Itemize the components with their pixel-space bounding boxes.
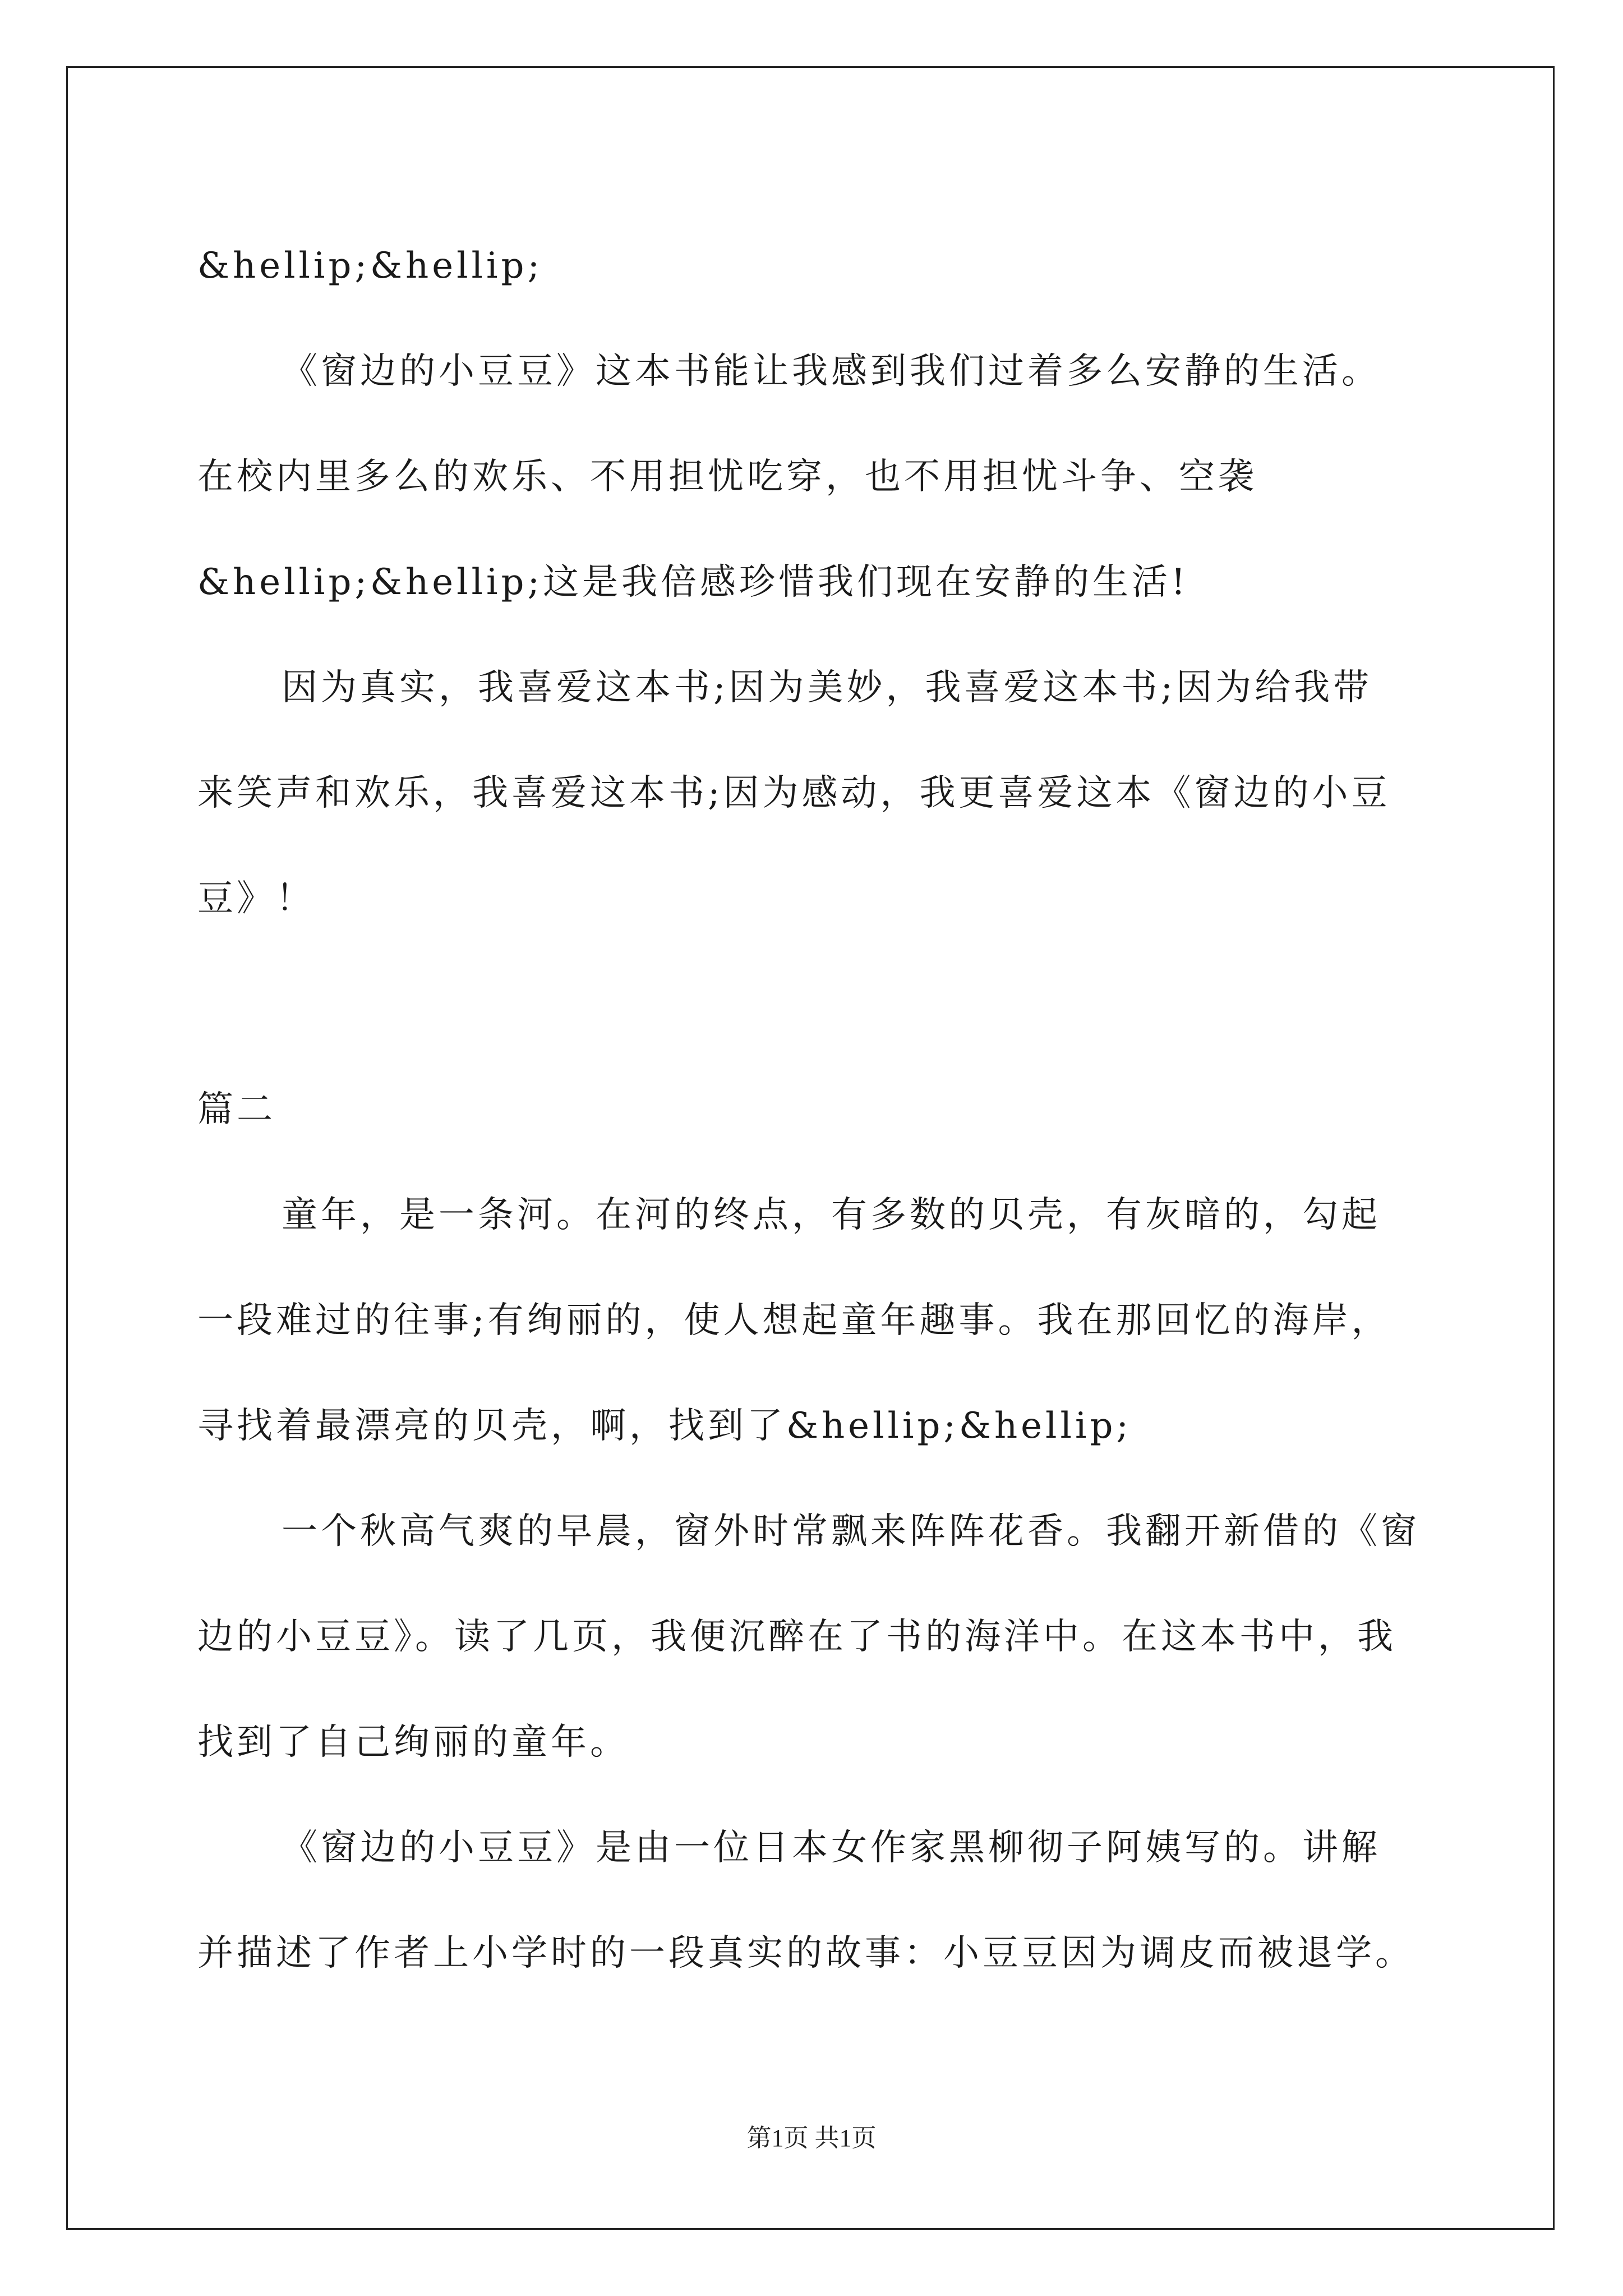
page-footer: 第1页 共1页: [746, 2124, 877, 2152]
document-body: [197, 213, 1442, 2006]
paragraph-start: 因为真实，我喜爱这本书;因为美妙，我喜爱这本书;因为给我带: [282, 667, 1373, 708]
text-line: 在校内里多么的欢乐、不用担忧吃穿，也不用担忧斗争、空袭: [197, 456, 1257, 498]
text-line: 寻找着最漂亮的贝壳，啊，找到了&hellip;&hellip;: [197, 1405, 1132, 1447]
paragraph-start: 《窗边的小豆豆》这本书能让我感到我们过着多么安静的生活。: [282, 351, 1381, 392]
section-heading: 篇二: [197, 1089, 276, 1130]
text-line: 豆》！: [197, 878, 315, 919]
paragraph-start: 童年，是一条河。在河的终点，有多数的贝壳，有灰暗的，勾起: [282, 1194, 1381, 1236]
text-line: 边的小豆豆》。读了几页，我便沉醉在了书的海洋中。在这本书中，我: [197, 1616, 1396, 1658]
text-line: 一段难过的往事;有绚丽的，使人想起童年趣事。我在那回忆的海岸，: [197, 1300, 1391, 1341]
text-line: 并描述了作者上小学时的一段真实的故事：小豆豆因为调皮而被退学。: [197, 1932, 1414, 1974]
text-line: &hellip;&hellip;: [197, 245, 543, 287]
text-line: &hellip;&hellip;这是我倍感珍惜我们现在安静的生活!: [197, 562, 1189, 603]
text-line: 找到了自己绚丽的童年。: [197, 1722, 629, 1763]
paragraph-start: 一个秋高气爽的早晨，窗外时常飘来阵阵花香。我翻开新借的《窗: [282, 1511, 1420, 1552]
paragraph-start: 《窗边的小豆豆》是由一位日本女作家黑柳彻子阿姨写的。讲解: [282, 1827, 1381, 1869]
text-line: 来笑声和欢乐，我喜爱这本书;因为感动，我更喜爱这本《窗边的小豆: [197, 772, 1391, 814]
